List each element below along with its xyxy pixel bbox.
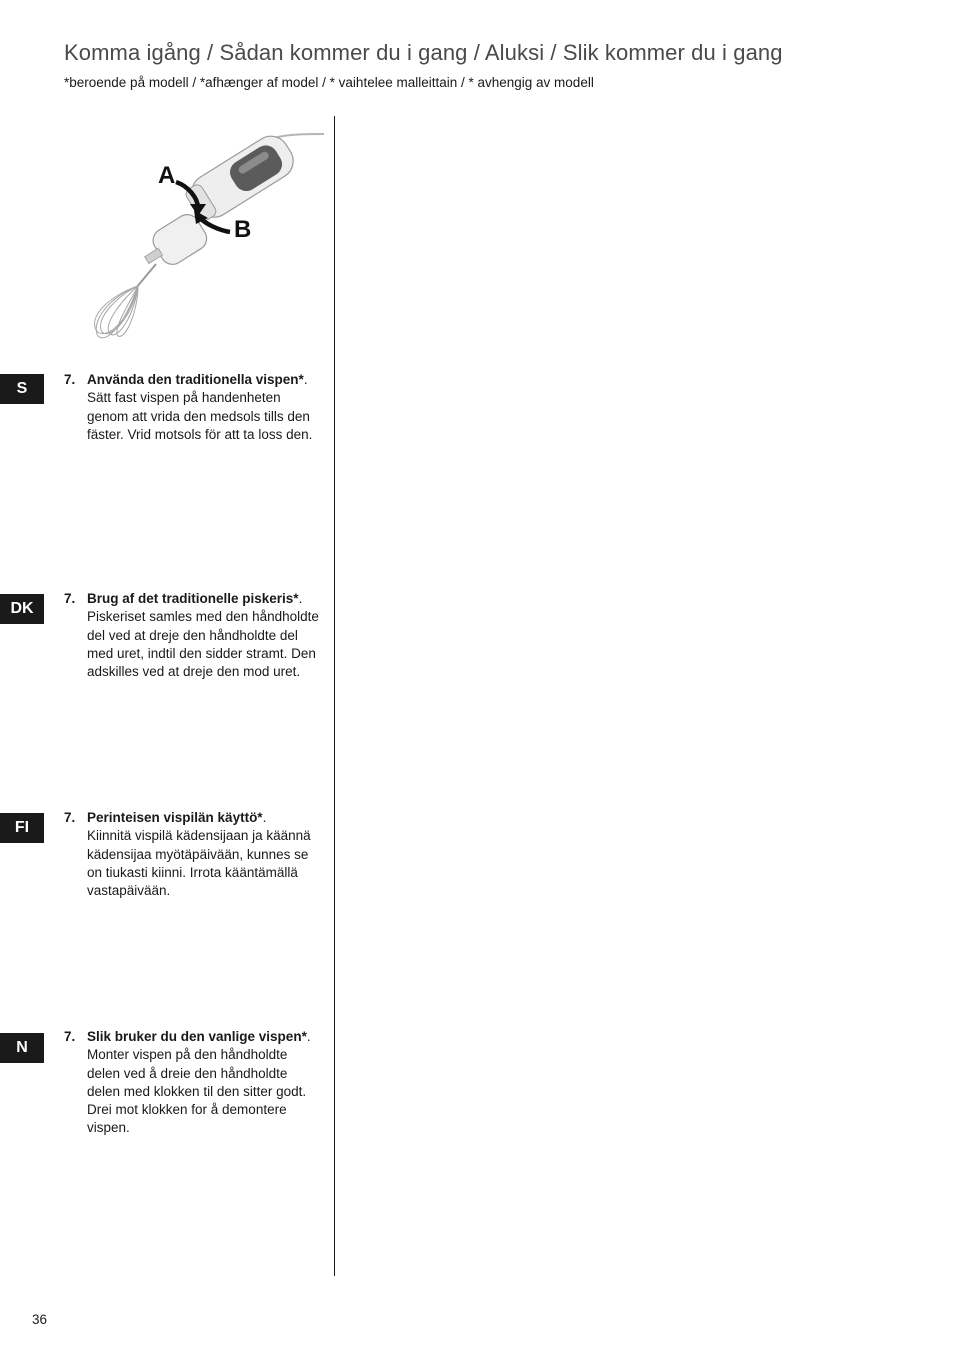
step-heading: Använda den traditionella vispen* [87,372,304,387]
step-s [64,371,324,444]
page-title: Komma igång / Sådan kommer du i gang / Aluksi / Slik kommer du i gang [64,40,783,65]
language-tab-dk: DK [0,594,44,624]
step-text: Kiinnitä vispilä kädensijaan ja käännä kädensijaa myötäpäivään, kunnes se on tiukasti kiinni. Irrota kääntämällä vastapäivään. [87,828,311,899]
step-text: Sätt fast vispen på handenheten genom att vrida den medsols tills den fäster. Vrid motsols för att ta loss den. [87,390,313,442]
heading-suffix: . [298,591,303,606]
heading-suffix: . [306,1029,311,1044]
step-number: 7. [64,372,76,387]
label-b: B [234,216,252,243]
step-number: 7. [64,591,76,606]
page-number: 36 [32,1312,48,1327]
column-divider [334,116,335,1276]
language-tab-n: N [0,1033,44,1063]
model-note: *beroende på modell / *afhænger af model / * vaihtelee malleittain / * avhengig av modell [64,75,594,90]
step-heading: Slik bruker du den vanlige vispen* [87,1029,307,1044]
language-tab-s: S [0,374,44,404]
step-heading: Perinteisen vispilän käyttö* [87,810,263,825]
step-n [64,1028,324,1138]
step-fi [64,809,324,900]
step-heading: Brug af det traditionelle piskeris* [87,591,299,606]
step-text: Monter vispen på den håndholdte delen ved å dreie den håndholdte delen med klokken til den sitter godt. Drei mot klokken for å demontere vispen. [87,1047,307,1136]
heading-suffix: . [303,372,308,387]
step-number: 7. [64,810,76,825]
step-dk [64,590,324,681]
heading-suffix: . [262,810,267,825]
step-number: 7. [64,1029,76,1044]
whisk-attachment-illustration [84,112,329,344]
step-text: Piskeriset samles med den håndholdte del ved at dreje den håndholdte del med uret, indtil den sidder stramt. Den adskilles ved at dreje den mod uret. [87,609,319,680]
label-a: A [158,162,176,189]
language-tab-fi: FI [0,813,44,843]
